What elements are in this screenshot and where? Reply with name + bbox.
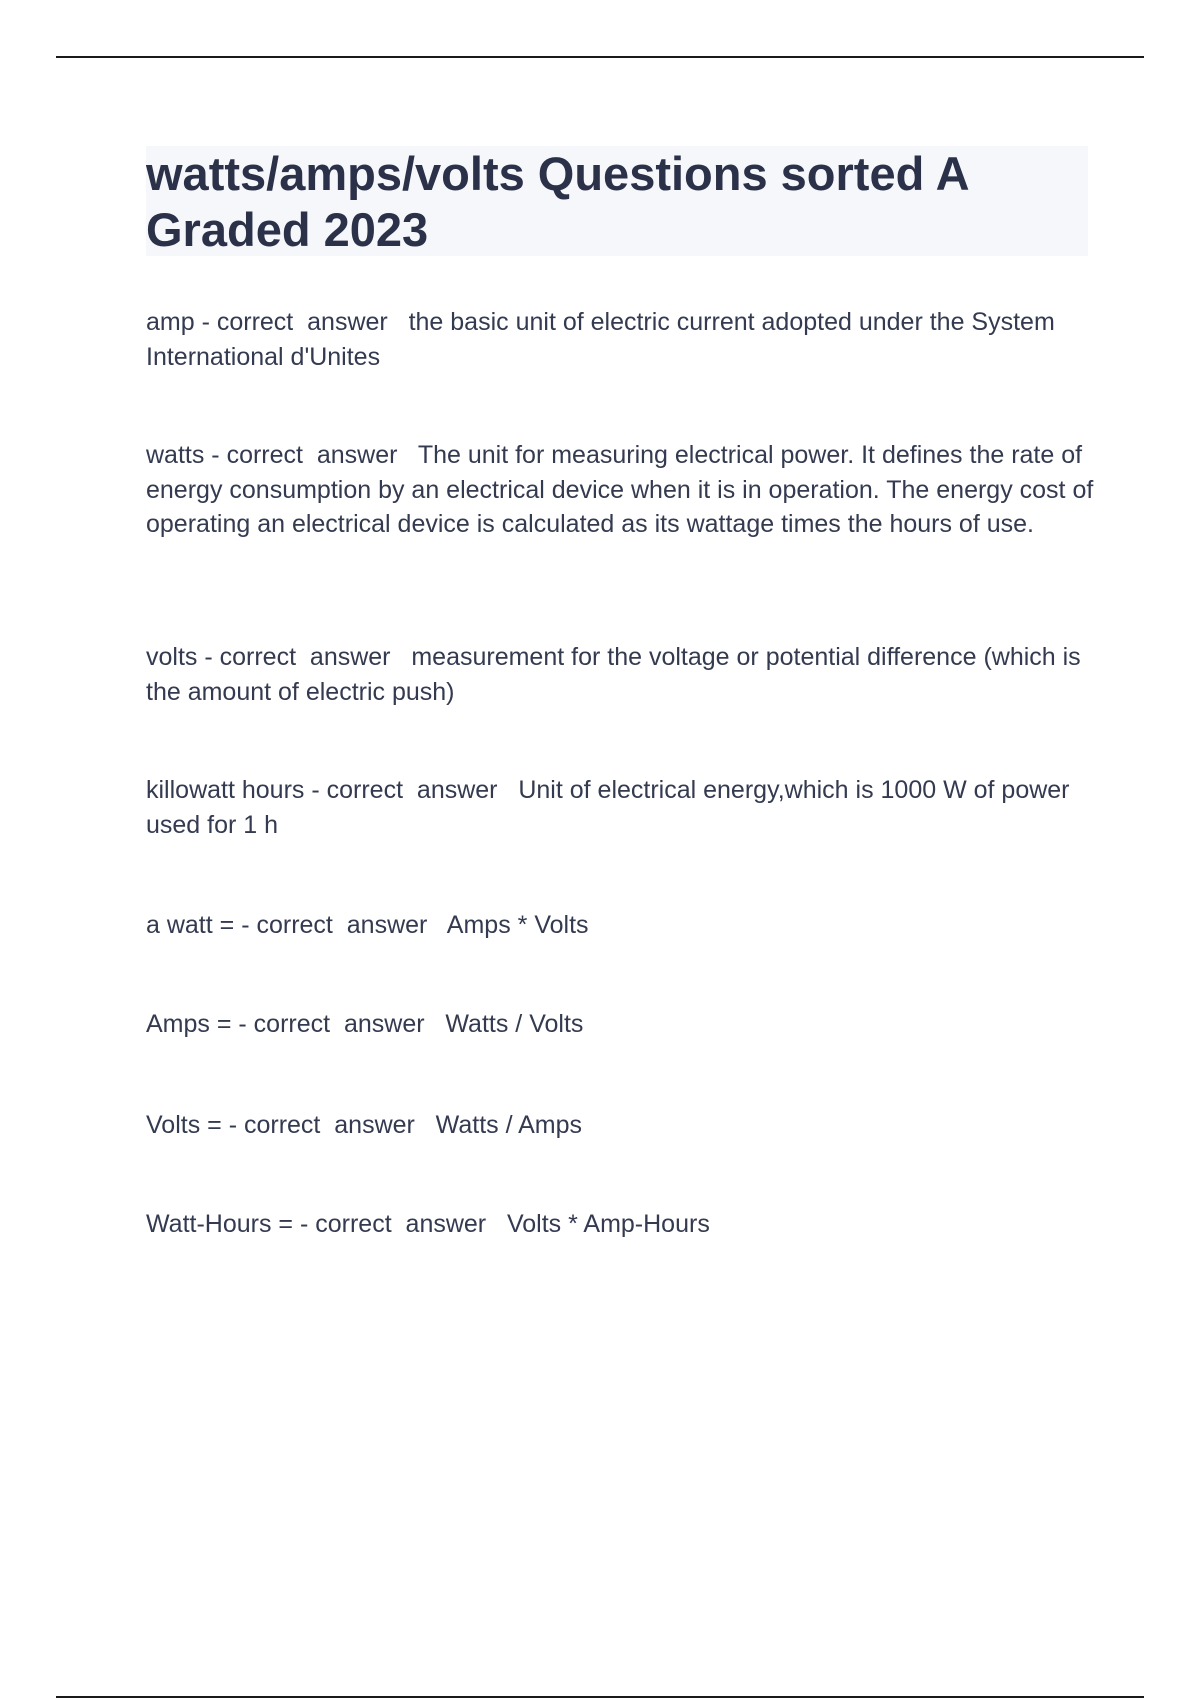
title-banner bbox=[146, 146, 1088, 256]
qa-item-volts: volts - correct answer measurement for the voltage or potential difference (which is the amount of electric push) bbox=[146, 643, 1088, 706]
top-divider bbox=[56, 56, 1144, 58]
qa-item-watts: watts - correct answer The unit for measuring electrical power. It defines the rate of energy consumption by an electrical device when it is in operation. The energy cost of operating an electrical device is calculated as its wattage times the hours of use. bbox=[146, 441, 1101, 538]
qa-item-amp: amp - correct answer the basic unit of electric current adopted under the System International d'Unites bbox=[146, 308, 1062, 371]
page-title: watts/amps/volts Questions sorted A Graded 2023 bbox=[146, 147, 968, 256]
qa-item-amps-formula: Amps = - correct answer Watts / Volts bbox=[146, 1010, 584, 1038]
qa-item-watt-formula: a watt = - correct answer Amps * Volts bbox=[146, 911, 589, 939]
bottom-divider bbox=[56, 1696, 1144, 1698]
qa-item-killowatt-hours: killowatt hours - correct answer Unit of electrical energy,which is 1000 W of power used for 1 h bbox=[146, 776, 1077, 839]
qa-item-watt-hours-formula: Watt-Hours = - correct answer Volts * Amp-Hours bbox=[146, 1210, 710, 1238]
qa-item-volts-formula: Volts = - correct answer Watts / Amps bbox=[146, 1111, 583, 1139]
